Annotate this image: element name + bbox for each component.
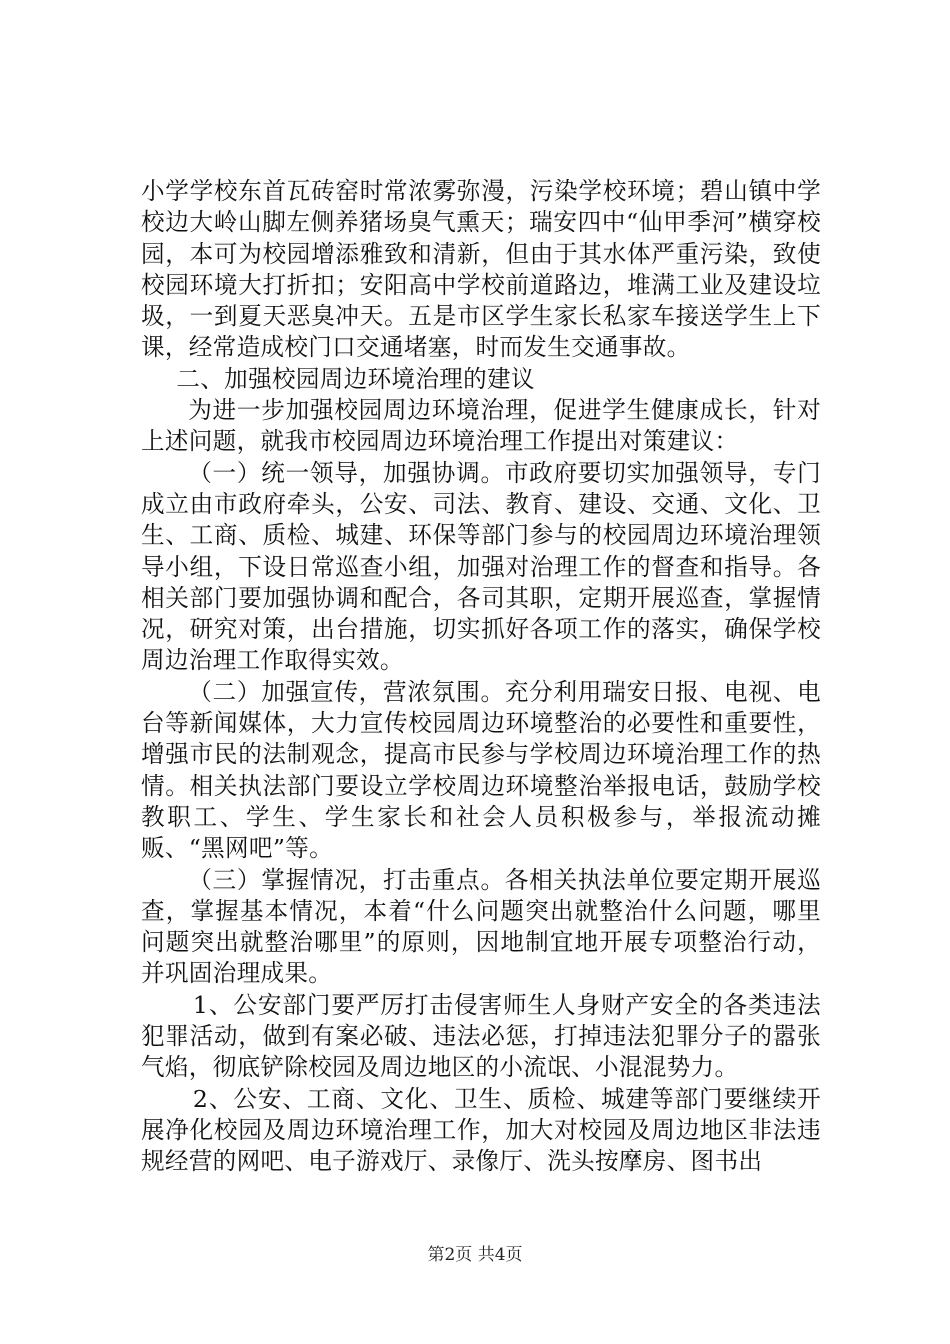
paragraph-item-2: （二）加强宣传，营浓氛围。充分利用瑞安日报、电视、电台等新闻媒体，大力宣传校园周边环境整治的必要性和重要性，增强市民的法制观念，提高市民参与学校周边环境治理工作的热情。相关执法部门要设立学校周边环境整治举报电话，鼓励学校教职工、学生、学生家长和社会人员积极参与，举报流动摊贩、“黑网吧”等。	[141, 677, 821, 863]
paragraph-item-3: （三）掌握情况，打击重点。各相关执法单位要定期开展巡查，掌握基本情况，本着“什么问题突出就整治什么问题，哪里问题突出就整治哪里”的原则，因地制宜地开展专项整治行动，并巩固治理成果。	[141, 865, 821, 988]
document-body	[141, 176, 821, 1178]
section-heading: 二、加强校园周边环境治理的建议	[176, 364, 535, 393]
paragraph-intro: 为进一步加强校园周边环境治理，促进学生健康成长，针对上述问题，就我市校园周边环境治理工作提出对策建议：	[141, 396, 821, 456]
paragraph-subitem-2: 2、公安、工商、文化、卫生、质检、城建等部门要继续开展净化校园及周边环境治理工作，加大对校园及周边地区非法违规经营的网吧、电子游戏厅、录像厅、洗头按摩房、图书出	[141, 1084, 821, 1176]
paragraph-continued: 小学学校东首瓦砖窑时常浓雾弥漫，污染学校环境；碧山镇中学校边大岭山脚左侧养猪场臭气熏天；瑞安四中“仙甲季河”横穿校园，本可为校园增添雅致和清新，但由于其水体严重污染，致使校园环境大打折扣；安阳高中学校前道路边，堆满工业及建设垃圾，一到夏天恶臭冲天。五是市区学生家长私家车接送学生上下课，经常造成校门口交通堵塞，时而发生交通事故。	[141, 177, 821, 362]
paragraph-item-1: （一）统一领导，加强协调。市政府要切实加强领导，专门成立由市政府牵头，公安、司法、教育、建设、交通、文化、卫生、工商、质检、城建、环保等部门参与的校园周边环境治理领导小组，下设日常巡查小组，加强对治理工作的督查和指导。各相关部门要加强协调和配合，各司其职，定期开展巡查，掌握情况，研究对策，出台措施，切实抓好各项工作的落实，确保学校周边治理工作取得实效。	[141, 458, 821, 675]
paragraph-subitem-1: 1、公安部门要严厉打击侵害师生人身财产安全的各类违法犯罪活动，做到有案必破、违法必惩，打掉违法犯罪分子的嚣张气焰，彻底铲除校园及周边地区的小流氓、小混混势力。	[141, 990, 821, 1082]
page-footer: 第2页 共4页	[427, 1245, 523, 1265]
